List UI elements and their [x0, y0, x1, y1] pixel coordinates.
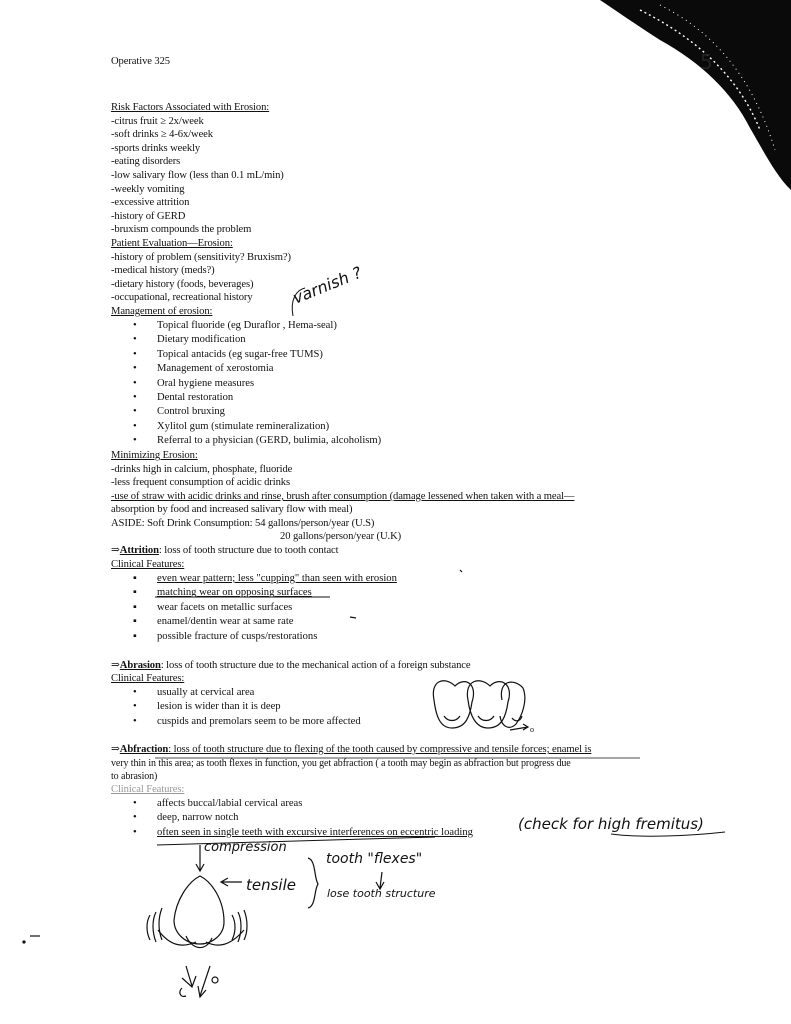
- minimizing-line: -use of straw with acidic drinks and rinse, brush after consumption (damage lessened when taken with a meal—: [111, 491, 575, 502]
- abfraction-term: Abfraction: [119, 744, 169, 755]
- management-item: • Control bruxing: [157, 405, 381, 419]
- evaluation-item: -dietary history (foods, beverages): [111, 279, 254, 290]
- page-title: Operative 325: [111, 56, 171, 67]
- handwritten-tensile: tensile: [246, 876, 296, 894]
- risk-heading: Risk Factors Associated with Erosion:: [111, 102, 270, 113]
- minimizing-line: absorption by food and increased salivary flow with meal): [111, 504, 353, 515]
- page-mark: 5: [700, 50, 713, 74]
- attrition-item: ▪ enamel/dentin wear at same rate: [157, 615, 397, 629]
- risk-item: -weekly vomiting: [111, 184, 185, 195]
- handwritten-lose-structure: lose tooth structure: [327, 887, 436, 900]
- management-item: • Management of xerostomia: [157, 362, 381, 376]
- handwritten-compression: compression: [204, 840, 287, 855]
- abfraction-item: • often seen in single teeth with excursive interferences on eccentric loading: [157, 826, 473, 840]
- risk-item: -bruxism compounds the problem: [111, 224, 252, 235]
- aside-soft-drink: ASIDE: Soft Drink Consumption: 54 gallons/person/year (U.S): [111, 518, 375, 529]
- abfraction-tooth-sketch: [147, 876, 247, 997]
- management-item: • Xylitol gum (stimulate remineralization): [157, 420, 381, 434]
- arrow-icon: ⇒: [111, 660, 120, 671]
- management-item: • Referral to a physician (GERD, bulimia, alcoholism): [157, 434, 381, 448]
- management-heading: Management of erosion:: [111, 306, 213, 317]
- evaluation-item: -occupational, recreational history: [111, 292, 253, 303]
- handwritten-varnish-note: varnish ?: [290, 262, 365, 308]
- abfraction-text: : loss of tooth structure due to flexing of the tooth caused by compressive and tensile forces; enamel is: [168, 744, 592, 755]
- risk-item: -eating disorders: [111, 156, 181, 167]
- management-item: • Oral hygiene measures: [157, 377, 381, 391]
- minimizing-line: -drinks high in calcium, phosphate, fluoride: [111, 464, 293, 475]
- evaluation-item: -medical history (meds?): [111, 265, 215, 276]
- abfraction-line: to abrasion): [111, 771, 158, 782]
- management-item: • Dietary modification: [157, 333, 381, 347]
- abfraction-line: very thin in this area; as tooth flexes in function, you get abfraction ( a tooth may begin as abfraction but progress due: [111, 758, 571, 769]
- attrition-features-heading: Clinical Features:: [111, 559, 185, 570]
- risk-item: -soft drinks ≥ 4-6x/week: [111, 129, 213, 140]
- minimizing-heading: Minimizing Erosion:: [111, 450, 198, 461]
- arrow-icon: ⇒: [111, 744, 120, 755]
- risk-item: -sports drinks weekly: [111, 143, 201, 154]
- attrition-item: ▪ even wear pattern; less "cupping" than seen with erosion: [157, 572, 397, 586]
- svg-text:o: o: [530, 725, 534, 734]
- risk-item: -history of GERD: [111, 211, 186, 222]
- risk-item: -excessive attrition: [111, 197, 190, 208]
- attrition-item: ▪ wear facets on metallic surfaces: [157, 601, 397, 615]
- abrasion-teeth-sketch: [433, 681, 534, 734]
- attrition-term: Attrition: [119, 545, 159, 556]
- attrition-item: ▪ matching wear on opposing surfaces: [157, 586, 397, 600]
- attrition-item: ▪ possible fracture of cusps/restorations: [157, 630, 397, 644]
- attrition-text: : loss of tooth structure due to tooth contact: [158, 545, 339, 556]
- abrasion-features-heading: Clinical Features:: [111, 673, 185, 684]
- handwritten-tooth-flexes: tooth "flexes": [326, 851, 423, 867]
- abrasion-item: • lesion is wider than it is deep: [157, 700, 361, 714]
- aside-soft-drink-uk: 20 gallons/person/year (U.K): [280, 531, 402, 542]
- management-item: • Topical antacids (eg sugar-free TUMS): [157, 348, 381, 362]
- evaluation-item: -history of problem (sensitivity? Bruxism?): [111, 252, 291, 263]
- abrasion-text: : loss of tooth structure due to the mechanical action of a foreign substance: [160, 660, 471, 671]
- arrow-icon: ⇒: [111, 545, 120, 556]
- evaluation-heading: Patient Evaluation—Erosion:: [111, 238, 233, 249]
- abrasion-item: • cuspids and premolars seem to be more affected: [157, 715, 361, 729]
- risk-item: -low salivary flow (less than 0.1 mL/min): [111, 170, 284, 181]
- abfraction-item: • deep, narrow notch: [157, 811, 473, 825]
- abrasion-item: • usually at cervical area: [157, 686, 361, 700]
- abfraction-features-heading: Clinical Features:: [111, 784, 185, 795]
- abrasion-term: Abrasion: [119, 660, 161, 671]
- management-item: • Dental restoration: [157, 391, 381, 405]
- risk-item: -citrus fruit ≥ 2x/week: [111, 116, 204, 127]
- management-item: • Topical fluoride (eg Duraflor , Hema-seal): [157, 319, 381, 333]
- handwritten-fremitus-note: (check for high fremitus): [518, 815, 704, 833]
- abfraction-item: • affects buccal/labial cervical areas: [157, 797, 473, 811]
- minimizing-line: -less frequent consumption of acidic drinks: [111, 477, 290, 488]
